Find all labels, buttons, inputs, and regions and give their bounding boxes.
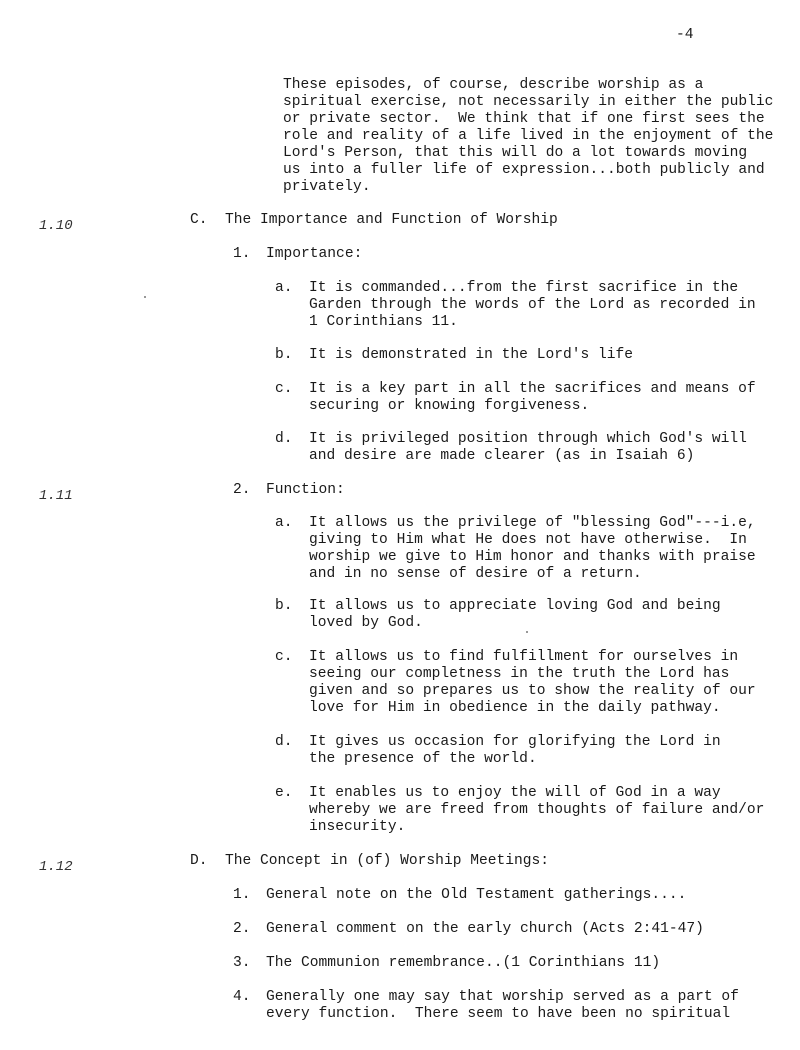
- importance-item-d: [309, 431, 747, 465]
- function-item-b-marker: b.: [275, 598, 293, 614]
- function-item-d: [309, 734, 721, 768]
- function-item-c-text: It allows us to find fulfillment for ourselves in seeing our completness in the truth the Lord has given and so prepares us to show the reality of our love for Him in obedience in the daily pathway.: [309, 649, 756, 716]
- intro-paragraph-block: [283, 77, 773, 196]
- function-item-e: [309, 785, 764, 836]
- function-item-a-text: It allows us the privilege of "blessing God"---i.e, giving to Him what He does not have otherwise. In worship we give to Him honor and thanks with praise and in no sense of desire of a return.: [309, 515, 756, 582]
- importance-item-c-marker: c.: [275, 381, 293, 397]
- scan-speck: [526, 631, 528, 633]
- section-d-item-2: [266, 921, 704, 938]
- importance-item-a-text: It is commanded...from the first sacrifice in the Garden through the words of the Lord as recorded in 1 Corinthians 11.: [309, 280, 756, 330]
- importance-marker: 1.: [233, 246, 251, 262]
- section-d-title: The Concept in (of) Worship Meetings:: [225, 853, 550, 869]
- margin-ref-1-11: 1.11: [39, 488, 73, 504]
- importance-item-a: [309, 280, 756, 331]
- section-d-item-2-text: General comment on the early church (Acts 2:41-47): [266, 921, 704, 937]
- section-c-title: The Importance and Function of Worship: [225, 212, 558, 228]
- intro-paragraph: These episodes, of course, describe worship as a spiritual exercise, not necessarily in either the public or private sector. We think that if one first sees the role and reality of a life lived in the enjoyment of the Lord's Person, that this will do a lot towards moving us into a fuller life of expression...both publicly and privately.: [283, 77, 774, 195]
- function-item-d-text: It gives us occasion for glorifying the Lord in the presence of the world.: [309, 734, 721, 767]
- section-d-item-1: [266, 887, 686, 904]
- section-d-marker: D.: [190, 853, 208, 869]
- function-marker: 2.: [233, 482, 251, 498]
- section-d-item-1-text: General note on the Old Testament gatherings....: [266, 887, 687, 903]
- scan-speck: [144, 296, 146, 298]
- importance-item-c: [309, 381, 756, 415]
- section-c-marker: C.: [190, 212, 208, 228]
- function-item-c-marker: c.: [275, 649, 293, 665]
- importance-item-a-marker: a.: [275, 280, 293, 296]
- section-d-item-2-marker: 2.: [233, 921, 251, 937]
- importance-title: Importance:: [266, 246, 363, 262]
- margin-ref-1-10: 1.10: [39, 218, 73, 234]
- page-number: -4: [676, 27, 694, 43]
- section-d-item-4-marker: 4.: [233, 989, 251, 1005]
- importance-item-b: [309, 347, 633, 364]
- importance-item-c-text: It is a key part in all the sacrifices and means of securing or knowing forgiveness.: [309, 381, 756, 414]
- function-title: Function:: [266, 482, 345, 498]
- margin-ref-1-12: 1.12: [39, 859, 73, 875]
- function-item-e-marker: e.: [275, 785, 293, 801]
- function-item-a: [309, 515, 756, 583]
- function-item-d-marker: d.: [275, 734, 293, 750]
- section-d-item-4-text: Generally one may say that worship served as a part of every function. There seem to have been no spiritual: [266, 989, 739, 1022]
- section-d-item-1-marker: 1.: [233, 887, 251, 903]
- section-d-item-4: [266, 989, 739, 1023]
- function-item-c: [309, 649, 756, 717]
- importance-item-d-marker: d.: [275, 431, 293, 447]
- function-item-b: [309, 598, 721, 632]
- function-item-e-text: It enables us to enjoy the will of God in a way whereby we are freed from thoughts of failure and/or insecurity.: [309, 785, 765, 835]
- section-d-item-3-marker: 3.: [233, 955, 251, 971]
- function-item-a-marker: a.: [275, 515, 293, 531]
- importance-item-d-text: It is privileged position through which God's will and desire are made clearer (as in Isaiah 6): [309, 431, 747, 464]
- importance-item-b-text: It is demonstrated in the Lord's life: [309, 347, 634, 363]
- importance-item-b-marker: b.: [275, 347, 293, 363]
- section-d-item-3: [266, 955, 660, 972]
- function-item-b-text: It allows us to appreciate loving God and being loved by God.: [309, 598, 721, 631]
- section-d-item-3-text: The Communion remembrance..(1 Corinthians 11): [266, 955, 661, 971]
